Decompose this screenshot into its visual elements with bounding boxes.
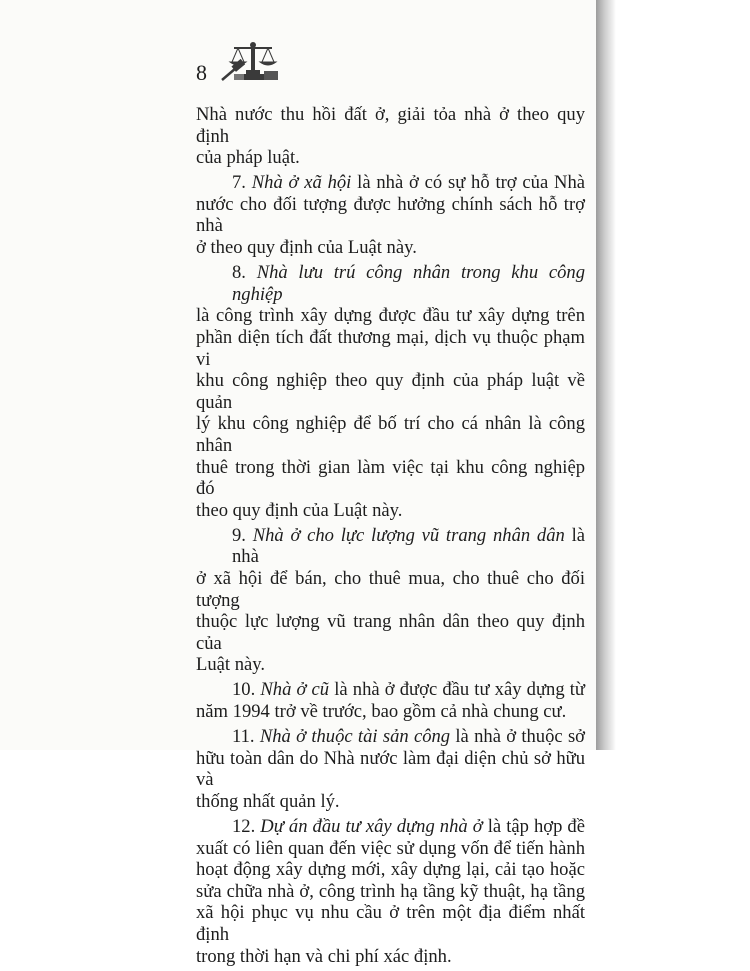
text-line xyxy=(196,748,585,791)
defined-term: Nhà ở thuộc tài sản công xyxy=(259,726,451,748)
text-line xyxy=(196,457,585,500)
text-segment: sửa chữa nhà ở, công trình hạ tầng kỹ thuật, hạ tầng xyxy=(196,880,585,902)
text-line xyxy=(196,568,585,611)
paragraph xyxy=(196,816,585,967)
text-line xyxy=(196,262,585,305)
text-segment: là nhà xyxy=(232,524,585,568)
text-line xyxy=(196,525,585,568)
defined-term: Nhà ở cũ xyxy=(260,679,330,701)
text-segment: 7. xyxy=(232,172,252,194)
paragraph xyxy=(196,104,585,169)
text-segment: lý khu công nghiệp để bố trí cho cá nhân là công nhân xyxy=(196,413,585,456)
text-line xyxy=(196,500,585,522)
text-line xyxy=(196,859,585,881)
page-number: 8 xyxy=(196,60,207,85)
defined-term: Nhà ở cho lực lượng vũ trang nhân dân xyxy=(252,524,565,546)
text-segment: trong thời hạn và chi phí xác định. xyxy=(196,945,452,967)
text-segment: khu công nghiệp theo quy định của pháp luật về quản xyxy=(196,370,585,413)
text-line xyxy=(196,816,585,838)
text-line xyxy=(196,147,585,169)
text-line xyxy=(196,902,585,945)
text-segment: phần diện tích đất thương mại, dịch vụ thuộc phạm vi xyxy=(196,326,585,370)
text-line xyxy=(196,237,585,259)
text-segment: 9. xyxy=(232,524,253,546)
text-segment: 11. xyxy=(232,726,260,748)
text-segment: là tập hợp đề xyxy=(482,816,585,837)
text-segment: ở xã hội để bán, cho thuê mua, cho thuê cho đối tượng xyxy=(196,567,585,611)
text-line xyxy=(196,327,585,370)
text-segment: 8. xyxy=(232,262,257,284)
paragraph xyxy=(196,172,585,258)
text-segment: nước cho đối tượng được hưởng chính sách hỗ trợ nhà xyxy=(196,193,585,237)
paragraph xyxy=(196,679,585,722)
defined-term: Nhà ở xã hội xyxy=(251,172,352,194)
text-line xyxy=(196,701,585,723)
paragraph xyxy=(196,262,585,521)
text-segment: ở theo quy định của Luật này. xyxy=(196,237,417,259)
paragraph xyxy=(196,525,585,676)
text-segment: thống nhất quản lý. xyxy=(196,790,340,812)
scales-of-justice-gavel-icon xyxy=(220,38,284,82)
text-segment: 12. xyxy=(232,816,261,837)
text-line xyxy=(196,172,585,194)
text-segment: xã hội phục vụ nhu cầu ở trên một địa điểm nhất định xyxy=(196,902,585,945)
text-line xyxy=(196,791,585,813)
defined-term: Nhà lưu trú công nhân trong khu công nghiệp xyxy=(232,262,586,305)
text-segment: xuất có liên quan đến việc sử dụng vốn để tiến hành xyxy=(196,837,585,859)
text-segment: của pháp luật. xyxy=(196,147,300,169)
text-segment: Nhà nước thu hồi đất ở, giải tỏa nhà ở theo quy định xyxy=(196,104,585,147)
text-segment: hoạt động xây dựng mới, xây dựng lại, cải tạo hoặc xyxy=(196,859,585,881)
defined-term: Dự án đầu tư xây dựng nhà ở xyxy=(260,816,483,837)
paragraph xyxy=(196,726,585,812)
text-line xyxy=(196,838,585,860)
text-segment: theo quy định của Luật này. xyxy=(196,499,403,521)
text-segment: là công trình xây dựng được đầu tư xây dựng trên xyxy=(196,305,585,327)
text-line xyxy=(196,726,585,748)
text-line xyxy=(196,413,585,456)
page-gutter-shadow xyxy=(596,0,616,750)
body-text xyxy=(196,104,585,971)
text-line xyxy=(196,194,585,237)
text-segment: 10. xyxy=(232,679,261,701)
text-segment: Luật này. xyxy=(196,654,266,676)
text-segment: hữu toàn dân do Nhà nước làm đại diện chủ sở hữu và xyxy=(196,747,585,791)
text-line xyxy=(196,679,585,701)
text-segment: là nhà ở có sự hỗ trợ của Nhà xyxy=(351,172,585,194)
text-segment: thuê trong thời gian làm việc tại khu công nghiệp đó xyxy=(196,456,585,500)
text-line xyxy=(196,611,585,654)
text-line xyxy=(196,305,585,327)
text-line xyxy=(196,370,585,413)
text-line xyxy=(196,881,585,903)
text-line xyxy=(196,946,585,968)
text-segment: năm 1994 trở về trước, bao gồm cả nhà chung cư. xyxy=(196,701,567,723)
text-line xyxy=(196,654,585,676)
text-segment: thuộc lực lượng vũ trang nhân dân theo quy định của xyxy=(196,611,585,654)
text-line xyxy=(196,104,585,147)
text-segment: là nhà ở thuộc sở xyxy=(450,726,586,748)
text-segment: là nhà ở được đầu tư xây dựng từ xyxy=(329,679,585,701)
